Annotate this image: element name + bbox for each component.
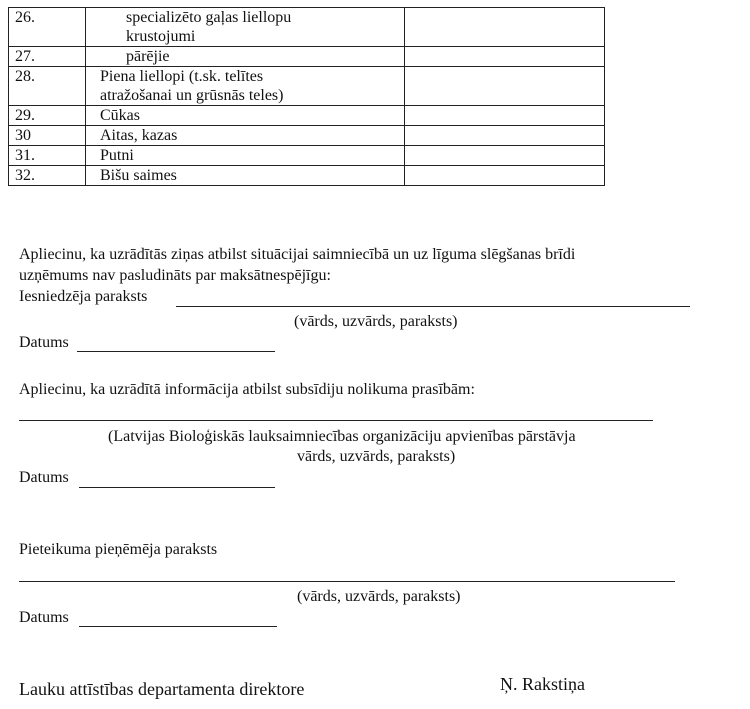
- row-number: 28.: [9, 67, 86, 106]
- applicant-signature-caption: (vārds, uzvārds, paraksts): [294, 313, 458, 330]
- row-label: [86, 67, 405, 106]
- director-name: Ņ. Rakstiņa: [500, 674, 585, 694]
- row-label-line: atražošanai un grūsnās teles): [100, 87, 284, 104]
- row-label: [86, 47, 405, 67]
- row-label-line: pārējie: [126, 48, 170, 65]
- row-label: [86, 106, 405, 126]
- livestock-table: [8, 7, 605, 186]
- row-number: 27.: [9, 47, 86, 67]
- row-value-cell[interactable]: [405, 166, 605, 186]
- row-number: 26.: [9, 8, 86, 47]
- row-value-cell[interactable]: [405, 8, 605, 47]
- representative-caption-line-1: (Latvijas Bioloģiskās lauksaimniecības organizāciju apvienības pārstāvja: [108, 428, 576, 445]
- date-label-2: Datums: [19, 469, 69, 486]
- date-label-3: Datums: [19, 609, 69, 626]
- table-row: [9, 146, 605, 166]
- row-label: [86, 126, 405, 146]
- acceptor-signature-caption: (vārds, uzvārds, paraksts): [297, 588, 461, 605]
- table-row: [9, 8, 605, 47]
- applicant-signature-line[interactable]: [176, 306, 690, 307]
- acceptor-signature-label: Pieteikuma pieņēmēja paraksts: [19, 541, 218, 558]
- table-row: [9, 166, 605, 186]
- date-line-3[interactable]: [79, 626, 277, 627]
- row-label-line: krustojumi: [126, 28, 196, 45]
- row-label-line: Aitas, kazas: [100, 127, 178, 144]
- row-label-line: Bišu saimes: [100, 167, 177, 184]
- table-row: [9, 67, 605, 106]
- row-value-cell[interactable]: [405, 126, 605, 146]
- row-value-cell[interactable]: [405, 106, 605, 126]
- declaration-2-line-1: Apliecinu, ka uzrādītā informācija atbilst subsīdiju nolikuma prasībām:: [19, 381, 475, 398]
- applicant-signature-label: Iesniedzēja paraksts: [19, 288, 148, 305]
- table-row: [9, 47, 605, 67]
- representative-signature-line[interactable]: [19, 420, 653, 421]
- row-value-cell[interactable]: [405, 67, 605, 106]
- representative-caption-line-2: vārds, uzvārds, paraksts): [297, 448, 456, 465]
- row-label-line: specializēto gaļas liellopu: [126, 9, 292, 26]
- row-number: 30: [9, 126, 86, 146]
- row-label-line: Piena liellopi (t.sk. telītes: [100, 68, 264, 85]
- row-number: 32.: [9, 166, 86, 186]
- declaration-1-line-2: uzņēmums nav pasludināts par maksātnespējīgu:: [19, 267, 331, 284]
- date-line-2[interactable]: [79, 487, 275, 488]
- row-label: [86, 166, 405, 186]
- row-value-cell[interactable]: [405, 47, 605, 67]
- row-value-cell[interactable]: [405, 146, 605, 166]
- row-label-line: Putni: [100, 147, 134, 164]
- table-row: [9, 106, 605, 126]
- table-row: [9, 126, 605, 146]
- row-number: 29.: [9, 106, 86, 126]
- row-label-line: Cūkas: [100, 107, 140, 124]
- acceptor-signature-line[interactable]: [19, 581, 675, 582]
- row-label: [86, 146, 405, 166]
- row-number: 31.: [9, 146, 86, 166]
- date-line-1[interactable]: [77, 351, 275, 352]
- director-title: Lauku attīstības departamenta direktore: [19, 679, 305, 699]
- date-label-1: Datums: [19, 334, 69, 351]
- row-label: [86, 8, 405, 47]
- declaration-1-line-1: Apliecinu, ka uzrādītās ziņas atbilst situācijai saimniecībā un uz līguma slēgšanas brīdi: [19, 246, 576, 263]
